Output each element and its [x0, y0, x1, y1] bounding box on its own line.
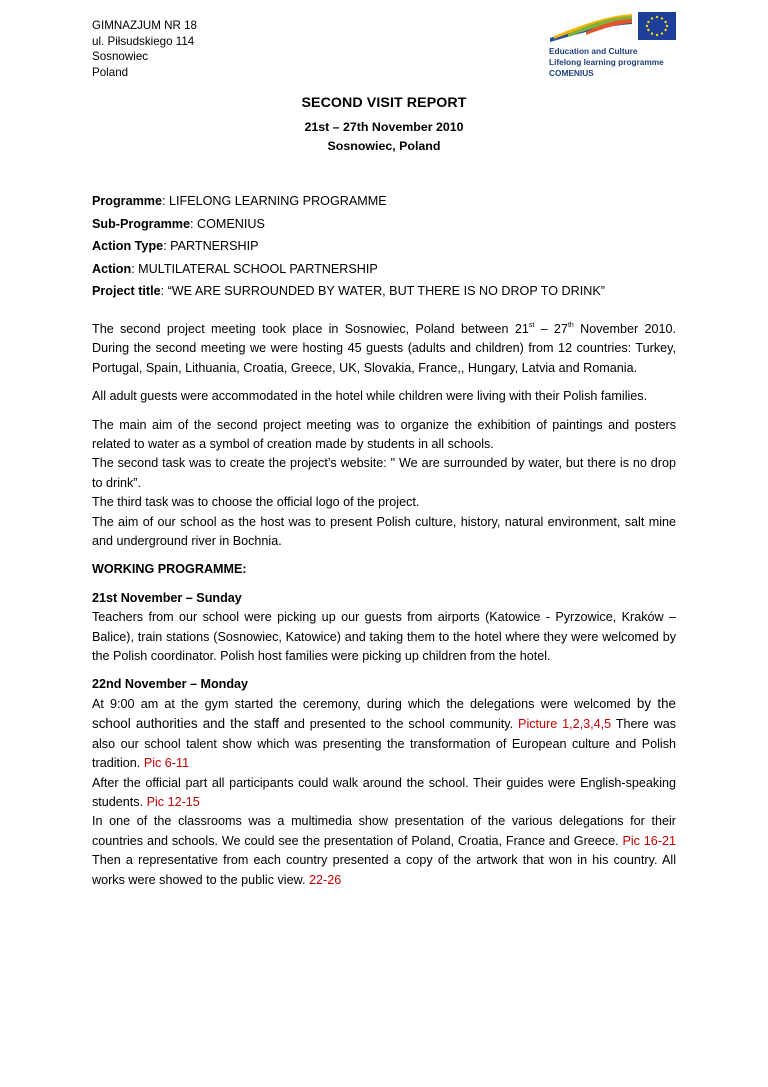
report-dates: 21st – 27th November 2010 — [304, 120, 464, 134]
meta-action: Action: MULTILATERAL SCHOOL PARTNERSHIP — [92, 261, 378, 276]
working-programme-heading: WORKING PROGRAMME: — [92, 562, 247, 577]
meta-sub-programme: Sub-Programme: COMENIUS — [92, 216, 265, 231]
picture-ref-22-26: 22-26 — [309, 872, 342, 887]
logo-line-2: Lifelong learning programme — [549, 57, 664, 67]
picture-ref-12-15: Pic 12-15 — [146, 794, 200, 809]
day2-paragraph-2: After the official part all participants could walk around the school. Their guides were English-speaking students. Pic 12-15 — [92, 775, 676, 809]
intro-paragraph-4: The second task was to create the project’s website: " We are surrounded by water, but there is no drop to drink”. — [92, 456, 676, 490]
day2-paragraph-1: At 9:00 am at the gym started the ceremony, during which the delegations were welcomed by the school authorities and the staff and presented to the school community. Picture 1,2,3,4,5 There was also our school talent show which was presenting the transformation of European culture and Polish tradition. Pic 6-11 — [92, 695, 676, 771]
logo-text — [549, 46, 664, 79]
intro-paragraph-1: The second project meeting took place in Sosnowiec, Poland between 21st – 27th November 2010. During the second meeting we were hosting 45 guests (adults and children) from 12 countries: Turkey, Portugal, Spain, Lithuania, Croatia, Greece, UK, Slovakia, France,, Hungary, Latvia and Romania. — [92, 322, 677, 375]
meta-programme: Programme: LIFELONG LEARNING PROGRAMME — [92, 194, 387, 208]
school-address — [92, 18, 197, 80]
report-title: SECOND VISIT REPORT — [301, 95, 467, 111]
eu-logo-graphic-icon — [546, 12, 678, 46]
day1-heading: 21st November – Sunday — [92, 590, 242, 605]
picture-ref-16-21: Pic 16-21 — [622, 833, 676, 848]
day2-paragraph-3: In one of the classrooms was a multimedia show presentation of the various delegations for their countries and schools. We could see the presentation of Poland, Croatia, France and Greece. Pic 16-21 Then a representative from each country presented a copy of the artwork that won in his country. All works were showed to the public view. 22-26 — [92, 814, 676, 887]
report-place: Sosnowiec, Poland — [327, 139, 441, 153]
picture-ref-1-5: Picture 1,2,3,4,5 — [518, 717, 612, 732]
day1-text: Teachers from our school were picking up our guests from airports (Katowice - Pyrzowice, Kraków – Balice), train stations (Sosnowiec, Katowice) and taking them to the hotel where they were welcomed by the Polish coordinator. Polish host families were picking up children from the hotel. — [92, 610, 676, 664]
programme-details — [92, 190, 692, 303]
eu-comenius-logo — [546, 12, 678, 84]
intro-paragraph-5: The third task was to choose the official logo of the project. — [92, 495, 420, 510]
intro-paragraph-3: The main aim of the second project meeting was to organize the exhibition of paintings and posters related to water as a symbol of creation made by students in all schools. — [92, 417, 676, 452]
report-body — [92, 320, 676, 890]
day2-heading: 22nd November – Monday — [92, 676, 249, 691]
logo-line-1: Education and Culture — [549, 46, 638, 56]
meta-project-title: Project title: “WE ARE SURROUNDED BY WATER, BUT THERE IS NO DROP TO DRINK” — [92, 284, 605, 299]
school-name: GIMNAZJUM NR 18 — [92, 19, 197, 32]
school-city: Sosnowiec — [92, 50, 149, 64]
school-street: ul. Piłsudskiego 114 — [92, 34, 195, 48]
meta-action-type: Action Type: PARTNERSHIP — [92, 239, 259, 254]
intro-paragraph-2: All adult guests were accommodated in the hotel while children were living with their Polish families. — [92, 389, 648, 404]
picture-ref-6-11: Pic 6-11 — [143, 756, 190, 771]
intro-paragraph-6: The aim of our school as the host was to present Polish culture, history, natural environment, salt mine and underground river in Bochnia. — [92, 514, 676, 549]
logo-line-3: COMENIUS — [549, 68, 594, 78]
school-country: Poland — [92, 65, 129, 79]
